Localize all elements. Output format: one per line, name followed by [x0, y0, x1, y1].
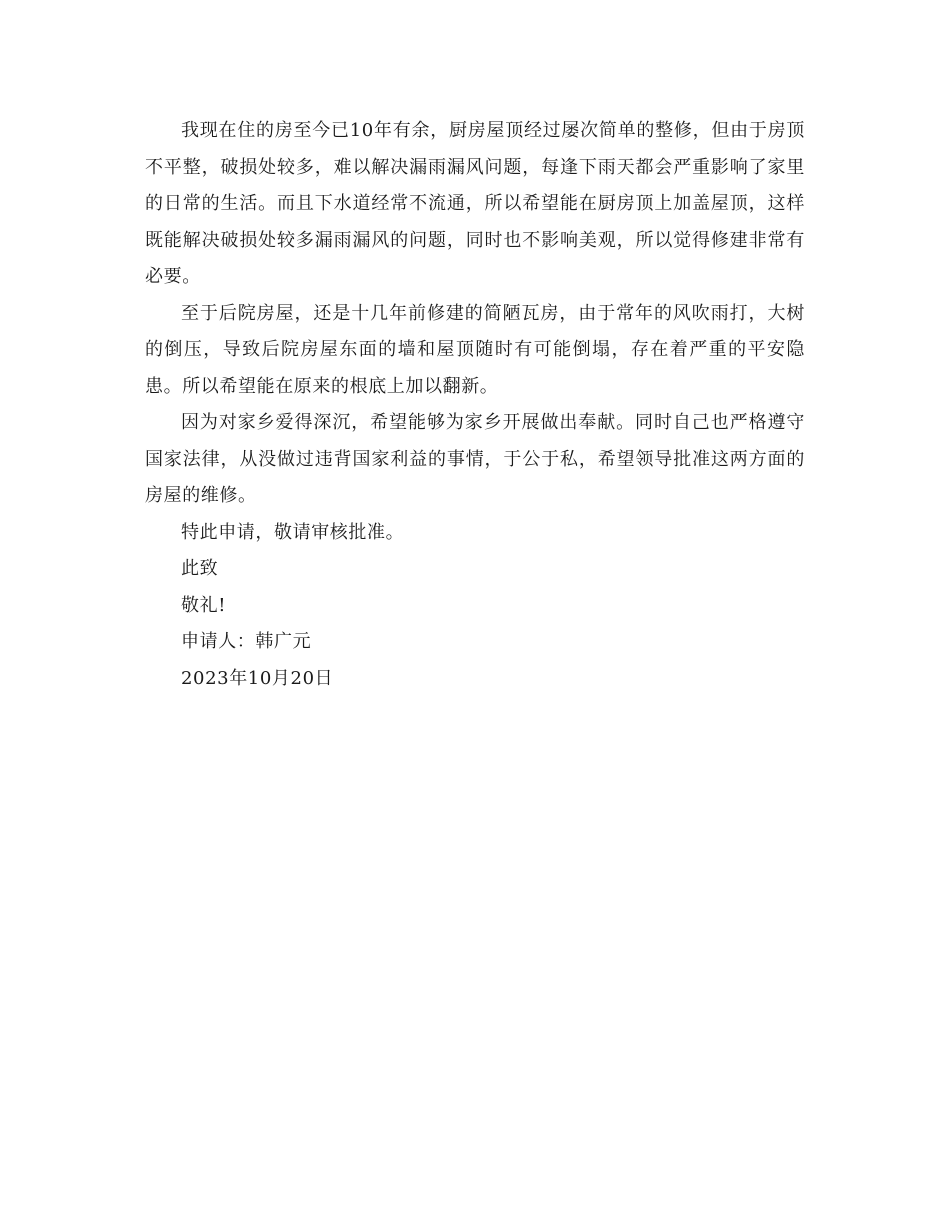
paragraph-kitchen-roof: 我现在住的房至今已10年有余，厨房屋顶经过屡次简单的整修，但由于房顶不平整，破损处较多，难以解决漏雨漏风问题，每逢下雨天都会严重影响了家里的日常的生活。而且下水道经常不流通，所以希望能在厨房顶上加盖屋顶，这样既能解决破损处较多漏雨漏风的问题，同时也不影响美观，所以觉得修建非常有必要。 — [145, 120, 805, 287]
document-date: 2023年10月20日 — [181, 667, 334, 689]
document-body — [145, 113, 805, 697]
applicant-name: 申请人：韩广元 — [181, 631, 312, 652]
paragraph-backyard-house: 至于后院房屋，还是十几年前修建的简陋瓦房，由于常年的风吹雨打，大树的倒压，导致后院房屋东面的墙和屋顶随时有可能倒塌，存在着严重的平安隐患。所以希望能在原来的根底上加以翻新。 — [145, 302, 805, 397]
paragraph-hometown: 因为对家乡爱得深沉，希望能够为家乡开展做出奉献。同时自己也严格遵守国家法律，从没做过违背国家利益的事情，于公于私，希望领导批准这两方面的房屋的维修。 — [145, 412, 805, 506]
closing-request: 特此申请，敬请审核批准。 — [181, 521, 405, 543]
salutation-cizhi: 此致 — [181, 558, 219, 579]
salutation-jingli: 敬礼! — [181, 594, 227, 616]
